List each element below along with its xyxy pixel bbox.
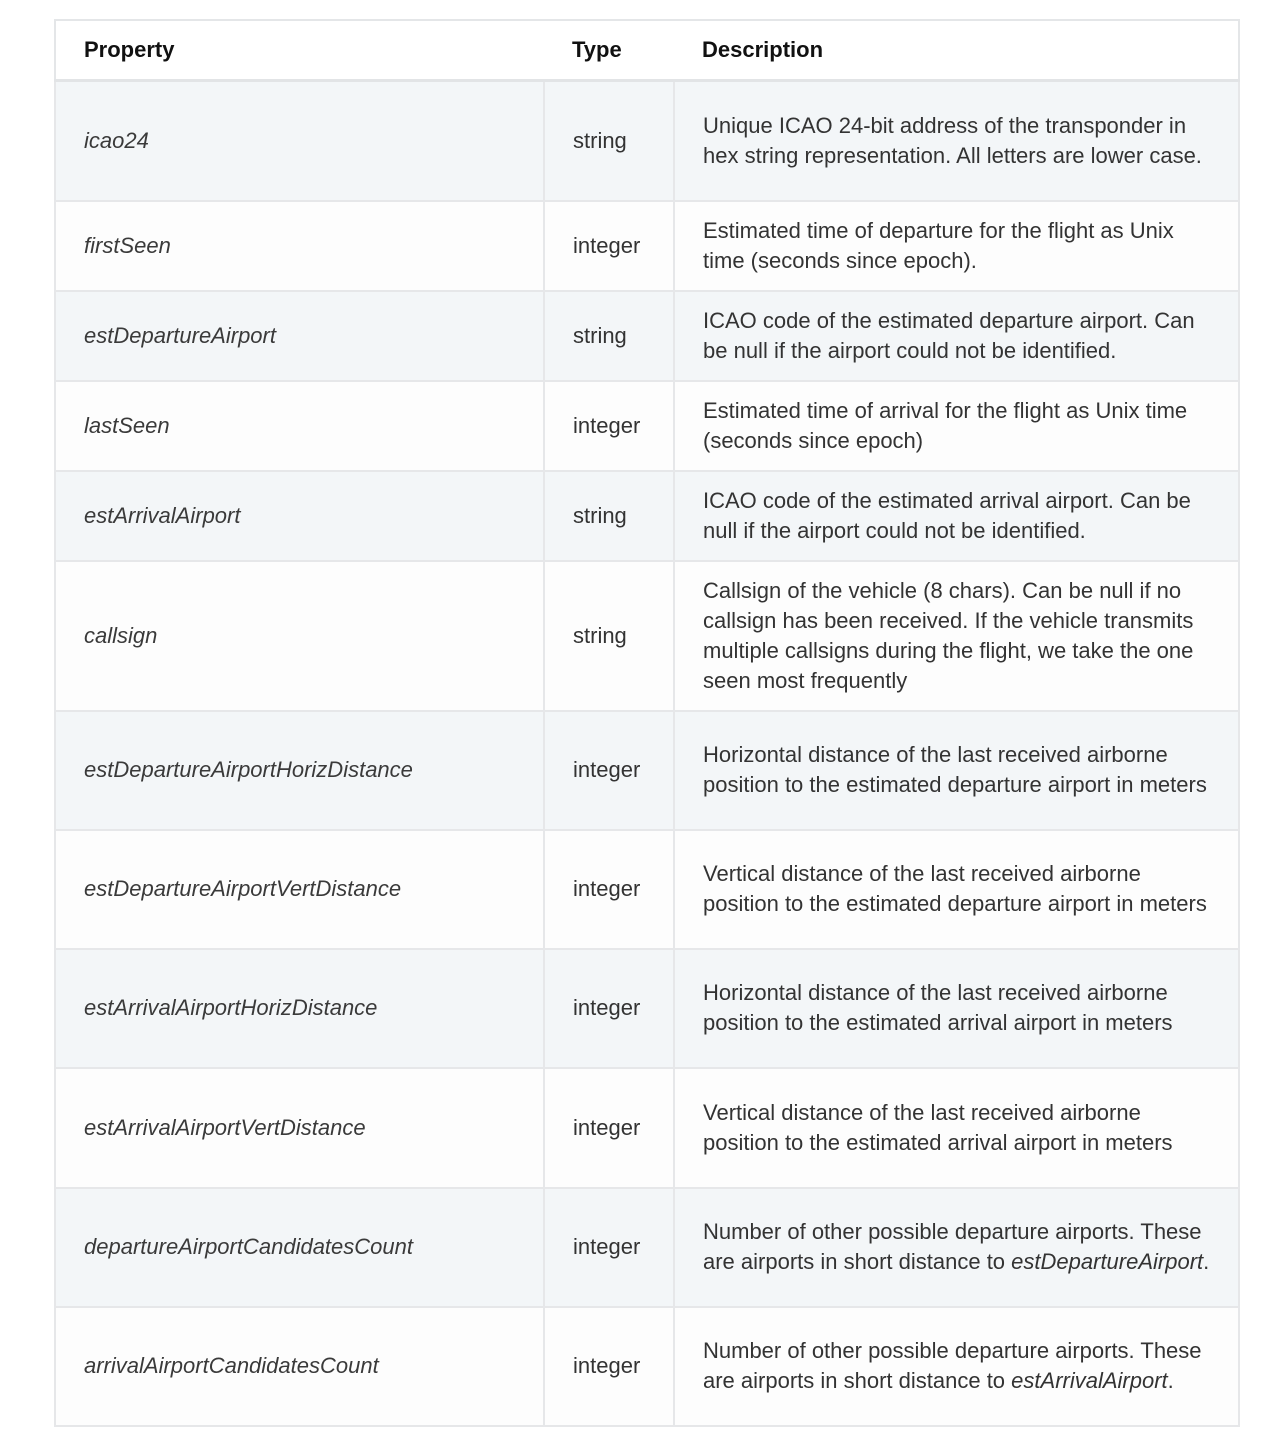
property-description: Estimated time of arrival for the flight as Unix time (seconds since epoch) <box>674 381 1239 471</box>
property-description: ICAO code of the estimated arrival airport. Can be null if the airport could not be identified. <box>674 471 1239 561</box>
header-type: Type <box>544 20 674 81</box>
property-name: icao24 <box>55 81 544 201</box>
table-row <box>55 1068 1239 1188</box>
property-type: string <box>544 561 674 711</box>
property-description <box>674 1188 1239 1307</box>
table-row <box>55 471 1239 561</box>
property-type: integer <box>544 1307 674 1426</box>
property-name: callsign <box>55 561 544 711</box>
properties-table <box>54 19 1240 1427</box>
property-name: estArrivalAirportHorizDistance <box>55 949 544 1068</box>
table-row <box>55 561 1239 711</box>
table-row <box>55 291 1239 381</box>
table-row <box>55 201 1239 291</box>
property-description: ICAO code of the estimated departure airport. Can be null if the airport could not be identified. <box>674 291 1239 381</box>
table-row <box>55 711 1239 830</box>
property-type: string <box>544 471 674 561</box>
header-property: Property <box>55 20 544 81</box>
property-name: estDepartureAirport <box>55 291 544 381</box>
header-description: Description <box>674 20 1239 81</box>
property-type: integer <box>544 1068 674 1188</box>
property-name: estDepartureAirportVertDistance <box>55 830 544 949</box>
description-suffix: . <box>1167 1368 1174 1393</box>
property-type: integer <box>544 830 674 949</box>
table-header-row <box>55 20 1239 81</box>
property-name: estDepartureAirportHorizDistance <box>55 711 544 830</box>
description-text: Number of other possible departure airports. These are airports in short distance to <box>703 1338 1202 1393</box>
property-name: arrivalAirportCandidatesCount <box>55 1307 544 1426</box>
property-description: Vertical distance of the last received airborne position to the estimated arrival airport in meters <box>674 1068 1239 1188</box>
property-description: Horizontal distance of the last received airborne position to the estimated arrival airport in meters <box>674 949 1239 1068</box>
property-name: firstSeen <box>55 201 544 291</box>
table-row <box>55 830 1239 949</box>
property-type: string <box>544 291 674 381</box>
property-description: Vertical distance of the last received airborne position to the estimated departure airport in meters <box>674 830 1239 949</box>
table-row <box>55 1307 1239 1426</box>
property-type: string <box>544 81 674 201</box>
property-type: integer <box>544 949 674 1068</box>
property-description: Estimated time of departure for the flight as Unix time (seconds since epoch). <box>674 201 1239 291</box>
property-type: integer <box>544 711 674 830</box>
table-row <box>55 381 1239 471</box>
property-description: Horizontal distance of the last received airborne position to the estimated departure airport in meters <box>674 711 1239 830</box>
property-name: departureAirportCandidatesCount <box>55 1188 544 1307</box>
property-description: Callsign of the vehicle (8 chars). Can be null if no callsign has been received. If the vehicle transmits multiple callsigns during the flight, we take the one seen most frequently <box>674 561 1239 711</box>
property-description: Unique ICAO 24-bit address of the transponder in hex string representation. All letters are lower case. <box>674 81 1239 201</box>
property-name: estArrivalAirportVertDistance <box>55 1068 544 1188</box>
table-row <box>55 949 1239 1068</box>
description-reference: estArrivalAirport <box>1011 1368 1168 1393</box>
table-row <box>55 81 1239 201</box>
property-description <box>674 1307 1239 1426</box>
property-type: integer <box>544 381 674 471</box>
property-type: integer <box>544 201 674 291</box>
property-type: integer <box>544 1188 674 1307</box>
property-name: estArrivalAirport <box>55 471 544 561</box>
description-text: Number of other possible departure airports. These are airports in short distance to <box>703 1219 1202 1274</box>
property-name: lastSeen <box>55 381 544 471</box>
table-row <box>55 1188 1239 1307</box>
properties-table-container <box>54 19 1238 1427</box>
description-suffix: . <box>1203 1249 1210 1274</box>
description-reference: estDepartureAirport <box>1011 1249 1204 1274</box>
